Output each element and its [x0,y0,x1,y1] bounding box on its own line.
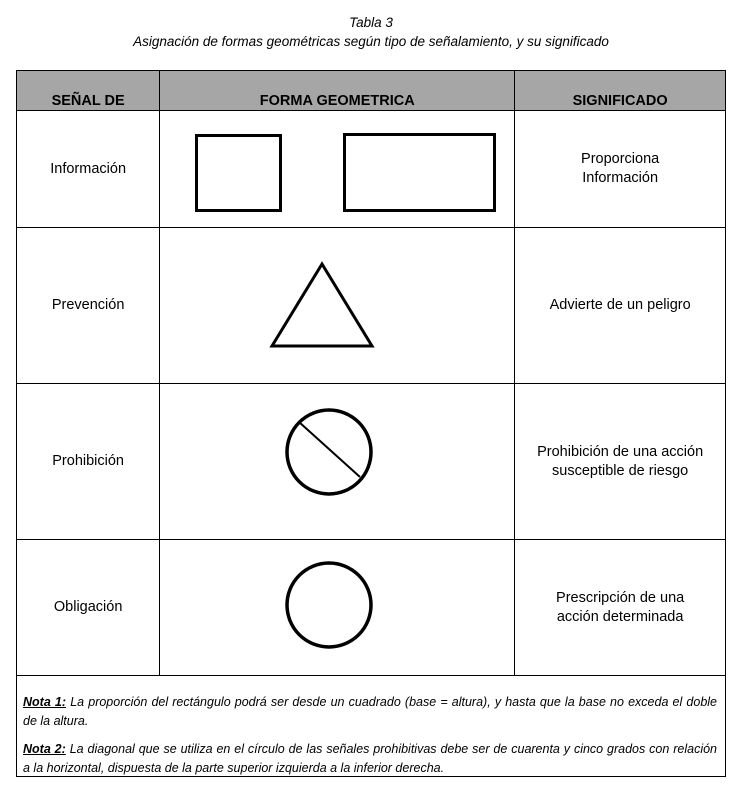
header-shape: FORMA GEOMETRICA [160,71,515,111]
meaning-line: Prohibición de una acción [537,443,704,460]
prohibition-circle-icon [287,410,371,494]
table-number: Tabla 3 [349,15,393,30]
table-title: Asignación de formas geométricas según tipo de señalamiento, y su significado [133,34,609,49]
header-signal: SEÑAL DE [17,71,160,111]
meaning-cell [515,111,726,228]
note-label: Nota 1: [23,695,67,709]
meaning-line: susceptible de riesgo [552,462,689,479]
meaning-line: Información [582,170,659,186]
meaning-cell [515,540,726,676]
table-row [17,540,726,676]
header-meaning: SIGNIFICADO [515,71,726,111]
note-1 [23,693,717,731]
note-text: La diagonal que se utiliza en el círculo de las señales prohibitivas debe ser de cuarenta y cinco grados con relación a la horizontal, dispuesta de la parte superior izquierda a la inferior derecha. [23,742,717,775]
square-icon [197,136,281,211]
meaning-line: Proporciona [581,151,660,167]
signal-cell: Prohibición [17,384,160,540]
shapes-table [16,70,726,676]
shape-cell [160,111,515,228]
table-row [17,228,726,384]
signal-cell: Prevención [17,228,160,384]
meaning-line: Prescripción de una [556,589,685,606]
shape-cell [160,228,515,384]
triangle-icon [272,264,372,346]
signal-cell: Obligación [17,540,160,676]
meaning-cell [515,384,726,540]
shape-cell [160,384,515,540]
note-2 [23,740,717,778]
meaning-line: acción determinada [556,608,684,625]
header-row [17,71,726,111]
circle-icon [287,563,371,647]
note-label: Nota 2: [23,742,66,756]
table-row [17,111,726,228]
signal-cell: Información [17,111,160,228]
table-row [17,384,726,540]
meaning-cell [515,228,726,384]
meaning-line: Advierte de un peligro [549,297,691,313]
shape-cell [160,540,515,676]
note-text: La proporción del rectángulo podrá ser desde un cuadrado (base = altura), y hasta que la base no exceda el doble de la altura. [23,695,718,728]
notes-box [16,674,726,777]
rectangle-icon [345,135,495,211]
